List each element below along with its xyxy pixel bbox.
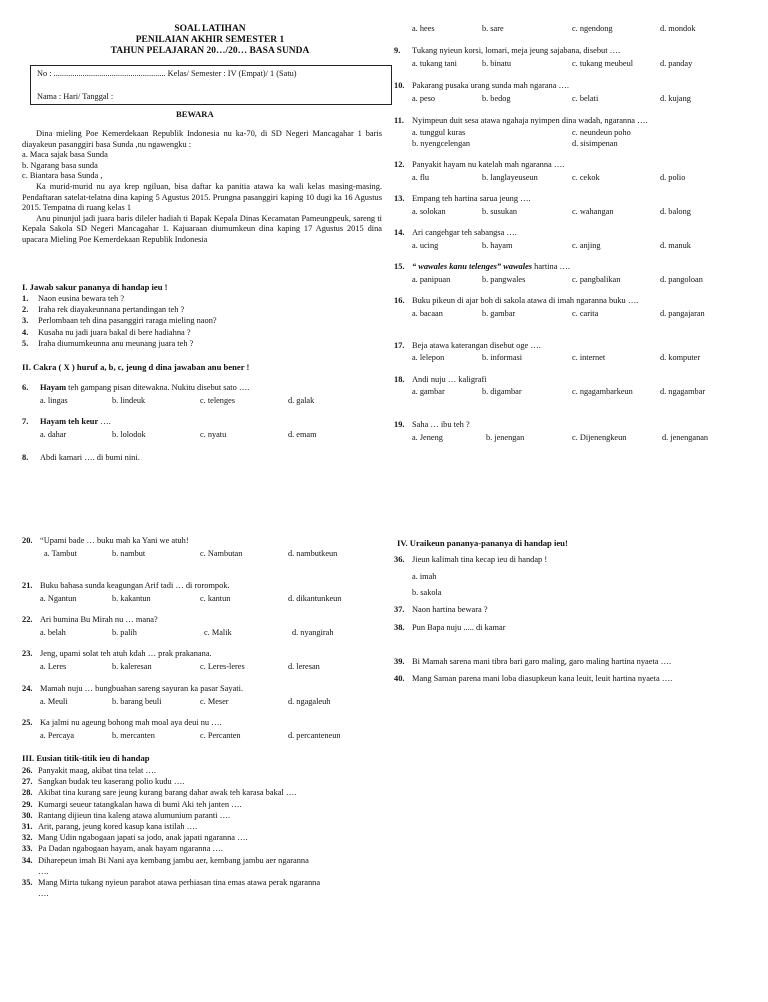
option: a. Meuli <box>40 697 68 706</box>
option: a. solokan <box>412 207 446 216</box>
question-18: 18. Andi nuju … kaligrafi <box>394 375 487 384</box>
option: c. Nambutan <box>200 549 243 558</box>
doc-year: TAHUN PELAJARAN 20…/20… BASA SUNDA <box>110 46 310 56</box>
list-item: 34. Diharepeun imah Bi Nani aya kembang jambu aer, kembang jambu aer ngaranna <box>22 855 309 865</box>
option: b. palih <box>112 628 137 637</box>
list-item: …. <box>38 866 49 876</box>
option: b. kaleresan <box>112 662 152 671</box>
option: a. hees <box>412 24 435 33</box>
option: c. kantun <box>200 594 231 603</box>
question-22: 22. Ari bumina Bu Mirah nu … mana? <box>22 615 158 624</box>
option: b. gambar <box>482 309 516 318</box>
option: c. Malik <box>204 628 232 637</box>
list-item: 26. Panyakit maag, akibat tina telat …. <box>22 766 156 775</box>
question-21: 21. Buku bahasa sunda keagungan Arif tadi … di rorompok. <box>22 581 230 590</box>
list-item: 29. Kumargi seueur tatangkalan hawa di bumi Aki teh janten …. <box>22 799 242 809</box>
option: a. Tambut <box>44 549 77 558</box>
question-7: 7. Hayam teh keur …. <box>22 417 111 426</box>
option: d. panday <box>660 59 693 68</box>
sub-item: b. sakola <box>412 588 442 597</box>
question-16: 16. Buku pikeun di ajar boh di sakola atawa di imah ngaranna buku …. <box>394 296 639 305</box>
list-item: 3. Perlombaan teh dina pasanggiri raraga mieling naon? <box>22 316 217 326</box>
question-40: 40. Mang Saman parena mani loba diasupkeun kana leuit, leuit hartina nyaeta …. <box>394 674 673 683</box>
question-11: 11. Nyimpeun duit sesa atawa ngahaja nyimpen dina wadah, ngaranna …. <box>394 116 648 125</box>
option: c. Leres-leres <box>200 662 245 671</box>
option: a. lingas <box>40 396 68 405</box>
option: a. peso <box>412 94 436 103</box>
option: d. mondok <box>660 24 696 33</box>
question-17: 17. Beja atawa katerangan disebut oge …. <box>394 341 541 350</box>
question-9: 9. Tukang nyieun korsi, lomari, meja jeung sajabana, disebut …. <box>394 46 621 55</box>
option: b. mercanten <box>112 731 155 740</box>
identity-box <box>30 65 392 105</box>
section-1-list <box>22 294 217 350</box>
question-12: 12. Panyakit hayam nu katelah mah ngaranna …. <box>394 160 565 169</box>
section-3-title: III. Eusian titik-titik ieu di handap <box>22 753 150 763</box>
sub-item: a. imah <box>412 572 437 581</box>
option: b. bedog <box>482 94 511 103</box>
option: a. lelepon <box>412 353 445 362</box>
question-13: 13. Empang teh hartina sarua jeung …. <box>394 194 531 203</box>
option: b. nyengcelengan <box>412 139 471 148</box>
option: a. gambar <box>412 387 445 396</box>
option: a. ucing <box>412 241 439 250</box>
option: b. kakantun <box>112 594 151 603</box>
option: c. internet <box>572 353 606 362</box>
option: b. informasi <box>482 353 523 362</box>
question-6: 6. Hayam teh gampang pisan ditewakna. Nukitu disebut sato …. <box>22 383 250 392</box>
identity-row-nama: Nama : Hari/ Tanggal : <box>37 92 114 101</box>
option: c. Percanten <box>200 731 241 740</box>
option: d. balong <box>660 207 691 216</box>
option: b. digambar <box>482 387 522 396</box>
option: b. nambut <box>112 549 146 558</box>
question-36: 36. Jieun kalimah tina kecap ieu di handap ! <box>394 555 548 564</box>
question-23: 23. Jeng, upami solat teh atuh kdah … prak prakanana. <box>22 649 212 658</box>
list-item: 30. Rantang dijieun tina kaleng atawa alumunium paranti …. <box>22 810 231 820</box>
option: d. ngagambar <box>660 387 706 396</box>
option: a. Percaya <box>40 731 75 740</box>
option: d. jenenganan <box>662 433 709 442</box>
option: b. jenengan <box>486 433 525 442</box>
option: a. panipuan <box>412 275 451 284</box>
option: c. wahangan <box>572 207 614 216</box>
option: c. ngagambarkeun <box>572 387 633 396</box>
bewara-p3: Anu pinunjul jadi juara baris dileler hadiah ti Bapak Kepala Dinas Kecamatan Pameungpeuk, sareng ti Kepala Sakola SD Negeri Mancagahar 1. Kajuaraan diumumkeun dina kaping 17 Agustus 2015 dina upacara Mieling Poe Kemerdekaan Republik Indonesia <box>22 213 382 244</box>
option: c. telenges <box>200 396 236 405</box>
option: c. carita <box>572 309 599 318</box>
option: d. polio <box>660 173 686 182</box>
option: b. langlayeuseun <box>482 173 538 182</box>
question-15: 15. “ wawales kanu telenges” wawales hartina …. <box>394 262 570 271</box>
option: d. emam <box>288 430 317 439</box>
option: d. pangoloan <box>660 275 703 284</box>
option: c. Meser <box>200 697 229 706</box>
option: b. lolodok <box>112 430 146 439</box>
question-14: 14. Ari cangehgar teh sabangsa …. <box>394 228 517 237</box>
option: c. cekok <box>572 173 600 182</box>
option: c. belati <box>572 94 599 103</box>
option: d. percanteneun <box>288 731 341 740</box>
option: c. nyatu <box>200 430 227 439</box>
identity-row-no: No : ...................................................... Kelas/ Semester : IV (Empat)/ 1 (Satu) <box>37 69 297 78</box>
option: c. neundeun poho <box>572 128 631 137</box>
option: a. dahar <box>40 430 67 439</box>
question-24: 24. Mamah nuju … bungbuahan sareng sayuran ka pasar Sayati. <box>22 684 244 693</box>
list-item: 33. Pa Dadan ngabogaan hayam, anak hayam ngaranna …. <box>22 844 223 854</box>
option: a. Jeneng <box>412 433 443 442</box>
option: d. dikantunkeun <box>288 594 342 603</box>
bewara-title: BEWARA <box>176 109 214 119</box>
option: d. nambutkeun <box>288 549 338 558</box>
option: a. bacaan <box>412 309 443 318</box>
question-8: 8. Abdi kamari …. di bumi nini. <box>22 453 140 462</box>
question-39: 39. Bi Mamah sarena mani tibra bari garo maling, garo maling hartina nyaeta …. <box>394 657 672 666</box>
option: b. hayam <box>482 241 513 250</box>
option: d. leresan <box>288 662 320 671</box>
list-item: 35. Mang Mirta tukang nyieun parabot atawa perhiasan tina emas atawa perak ngaranna <box>22 877 321 887</box>
option: d. manuk <box>660 241 691 250</box>
option: b. pangwales <box>482 275 526 284</box>
list-item: 1. Naon eusina bewara teh ? <box>22 294 125 303</box>
option: a. tunggul kuras <box>412 128 466 137</box>
option: d. galak <box>288 396 315 405</box>
option: d. pangajaran <box>660 309 705 318</box>
list-item: 27. Sangkan budak teu kaserang polio kudu …. <box>22 777 185 787</box>
list-item: 4. Kusaha nu jadi juara bakal di bere hadiahna ? <box>22 327 191 337</box>
option: c. ngendong <box>572 24 613 33</box>
question-20: 20. “Upami bade … buku mah ka Yani we atuh! <box>22 536 189 545</box>
bewara-item-a: a. Maca sajak basa Sunda <box>22 150 108 160</box>
option: a. Leres <box>40 662 67 671</box>
option: d. sisimpenan <box>572 139 618 148</box>
bewara-text <box>22 129 382 246</box>
section-2-title: II. Cakra ( X ) huruf a, b, c, jeung d dina jawaban anu bener ! <box>22 362 250 372</box>
option: b. susukan <box>482 207 518 216</box>
option: d. ngagaleuh <box>288 697 331 706</box>
question-37: 37. Naon hartina bewara ? <box>394 605 488 614</box>
list-item: 31. Arit, parang, jeung kored kasup kana istilah …. <box>22 821 198 831</box>
option: d. nyangirah <box>292 628 334 637</box>
list-item: 32. Mang Udin ngabogaan japati sa jodo, anak japati ngaranna …. <box>22 833 248 843</box>
bewara-item-c: c. Biantara basa Sunda , <box>22 171 103 181</box>
doc-title: SOAL LATIHAN <box>174 24 246 34</box>
section-4-title: IV. Uraikeun pananya-pananya di handap ieu! <box>397 538 568 548</box>
option: b. lindeuk <box>112 396 146 405</box>
option: a. Ngantun <box>40 594 77 603</box>
doc-subtitle: PENILAIAN AKHIR SEMESTER 1 <box>135 35 285 45</box>
question-38: 38. Pun Bapa nuju ..... di kamar <box>394 623 506 632</box>
option: d. kujang <box>660 94 691 103</box>
list-item: 5. Iraha diumumkeunna anu meunang juara teh ? <box>22 338 194 348</box>
option: b. barang beuli <box>112 697 162 706</box>
option: c. pangbalikan <box>572 275 621 284</box>
option: b. binatu <box>482 59 512 68</box>
list-item: …. <box>38 889 49 899</box>
option: c. tukang meubeul <box>572 59 634 68</box>
question-19: 19. Saha … ibu teh ? <box>394 420 470 429</box>
question-25: 25. Ka jalmi nu ageung bohong mah moal aya deui nu …. <box>22 718 222 727</box>
list-item: 28. Akibat tina kurang sare jeung kurang barang dahar awak teh karasa bakal …. <box>22 788 297 798</box>
question-10: 10. Pakarang pusaka urang sunda mah ngarana …. <box>394 81 569 90</box>
list-item: 2. Iraha rek diayakeunnana pertandingan teh ? <box>22 305 185 315</box>
option: a. flu <box>412 173 430 182</box>
option: a. belah <box>40 628 66 637</box>
option: a. tukang tani <box>412 59 457 68</box>
option: c. Dijenengkeun <box>572 433 627 442</box>
bewara-p2: Ka murid-murid nu aya krep ngiluan, bisa daftar ka panitia atawa ka wali kelas masing-masing. Pendaftaran satelat-telatna dina kaping 5 Agustus 2015. Prungna pasanggiri kaping 10 dugi ka 16 Agustus 2015. Tempatna di ruang kelas 1 <box>22 181 382 213</box>
section-3-list <box>22 766 320 900</box>
section-1-title: I. Jawab sakur pananya di handap ieu ! <box>22 282 168 292</box>
option: d. komputer <box>660 353 701 362</box>
bewara-item-b: b. Ngarang basa sunda <box>22 160 98 170</box>
option: c. anjing <box>572 241 601 250</box>
bewara-p1: Dina mieling Poe Kemerdekaan Republik Indonesia nu ka-70, di SD Negeri Mancagahar 1 baris diayakeun pasanggiri basa Sunda ,nu ngawengku : <box>22 129 382 149</box>
option: b. sare <box>482 24 504 33</box>
